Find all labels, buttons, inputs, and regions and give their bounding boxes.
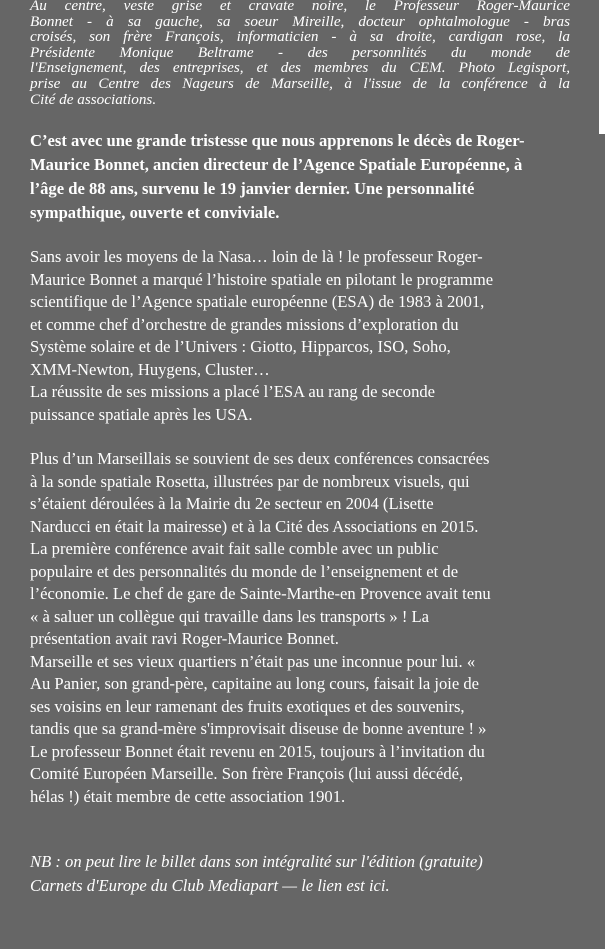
nb-period: . [385, 876, 390, 896]
mediapart-link[interactable]: ici [368, 876, 386, 896]
paragraph2-line: La première conférence avait fait salle comble avec un public [30, 539, 439, 559]
paragraph2-line: Plus d’un Marseillais se souvient de ses deux conférences consacrées [30, 449, 490, 469]
nb-line-1: NB : on peut lire le billet dans son intégralité sur l'édition (gratuite) [30, 852, 483, 872]
nb-note [30, 850, 570, 898]
scrollbar[interactable] [599, 0, 605, 134]
paragraph1-line: XMM-Newton, Huygens, Cluster… [30, 359, 270, 379]
paragraph1-line: Maurice Bonnet a marqué l’histoire spatiale en pilotant le programme [30, 269, 494, 289]
caption-line: croisés, son frère François, informaticien - à sa droite, cardigan rose, la [30, 28, 570, 46]
paragraph1-line: La réussite de ses missions a placé l’ESA au rang de seconde [30, 382, 436, 402]
paragraph2-line: Narducci en était la mairesse) et à la Cité des Associations en 2015. [30, 516, 479, 536]
paragraph1-line: Sans avoir les moyens de la Nasa… loin de là ! le professeur Roger- [30, 247, 483, 267]
nb-text: Carnets d'Europe du Club Mediapart — le lien est [30, 876, 369, 896]
paragraph2-line: à la sonde spatiale Rosetta, illustrées par de nombreux visuels, qui [30, 471, 470, 491]
lead-line: sympathique, ouverte et conviviale. [30, 203, 280, 223]
paragraph-conferences [30, 448, 570, 808]
paragraph1-line: et comme chef d’orchestre de grandes missions d’exploration du [30, 314, 459, 334]
paragraph2-line: Le professeur Bonnet était revenu en 2015, toujours à l’invitation du [30, 741, 485, 761]
nb-line-2 [30, 874, 570, 898]
caption-line: l'Enseignement, des entreprises, et des membres du CEM. Photo Legisport, [30, 59, 570, 77]
paragraph1-line: Système solaire et de l’Univers : Giotto, Hipparcos, ISO, Soho, [30, 337, 451, 357]
lead-paragraph [30, 129, 570, 225]
article [30, 0, 570, 898]
paragraph2-line: présentation avait ravi Roger-Maurice Bonnet. [30, 629, 339, 649]
paragraph2-line: « à saluer un collègue qui travaille dans les transports » ! La [30, 606, 430, 626]
caption-line: Présidente Monique Beltrame - des personnlités du monde de [30, 43, 570, 61]
paragraph2-line: tandis que sa grand-mère s'improvisait diseuse de bonne aventure ! » [30, 719, 487, 739]
caption-line: Cité de associations. [30, 90, 157, 108]
paragraph2-line: l’économie. Le chef de gare de Sainte-Marthe-en Provence avait tenu [30, 584, 491, 604]
lead-line: Maurice Bonnet, ancien directeur de l’Agence Spatiale Européenne, à [30, 155, 523, 175]
photo-caption [30, 0, 570, 107]
paragraph2-line: Comité Européen Marseille. Son frère François (lui aussi décédé, [30, 764, 464, 784]
paragraph2-line: hélas !) était membre de cette association 1901. [30, 786, 346, 806]
paragraph1-line: scientifique de l’Agence spatiale européenne (ESA) de 1983 à 2001, [30, 292, 485, 312]
caption-line: prise au Centre des Nageurs de Marseille, à l'issue de la conférence à la [30, 74, 570, 92]
paragraph2-line: Marseille et ses vieux quartiers n’était pas une inconnue pour lui. « [30, 651, 476, 671]
lead-line: l’âge de 88 ans, survenu le 19 janvier dernier. Une personnalité [30, 179, 475, 199]
paragraph2-line: s’étaient déroulées à la Mairie du 2e secteur en 2004 (Lisette [30, 494, 434, 514]
paragraph-career [30, 246, 570, 426]
lead-line: C’est avec une grande tristesse que nous apprenons le décès de Roger- [30, 131, 525, 151]
paragraph2-line: Au Panier, son grand-père, capitaine au long cours, faisait la joie de [30, 674, 480, 694]
paragraph2-line: populaire et des personnalités du monde de l’enseignement et de [30, 561, 459, 581]
paragraph2-line: ses voisins en leur ramenant des fruits exotiques et des souvenirs, [30, 696, 465, 716]
caption-line: Bonnet - à sa gauche, sa soeur Mireille, docteur ophtalmologue - bras [30, 12, 570, 30]
paragraph1-line: puissance spatiale après les USA. [30, 404, 253, 424]
caption-line: Au centre, veste grise et cravate noire, le Professeur Roger-Maurice [30, 0, 570, 14]
